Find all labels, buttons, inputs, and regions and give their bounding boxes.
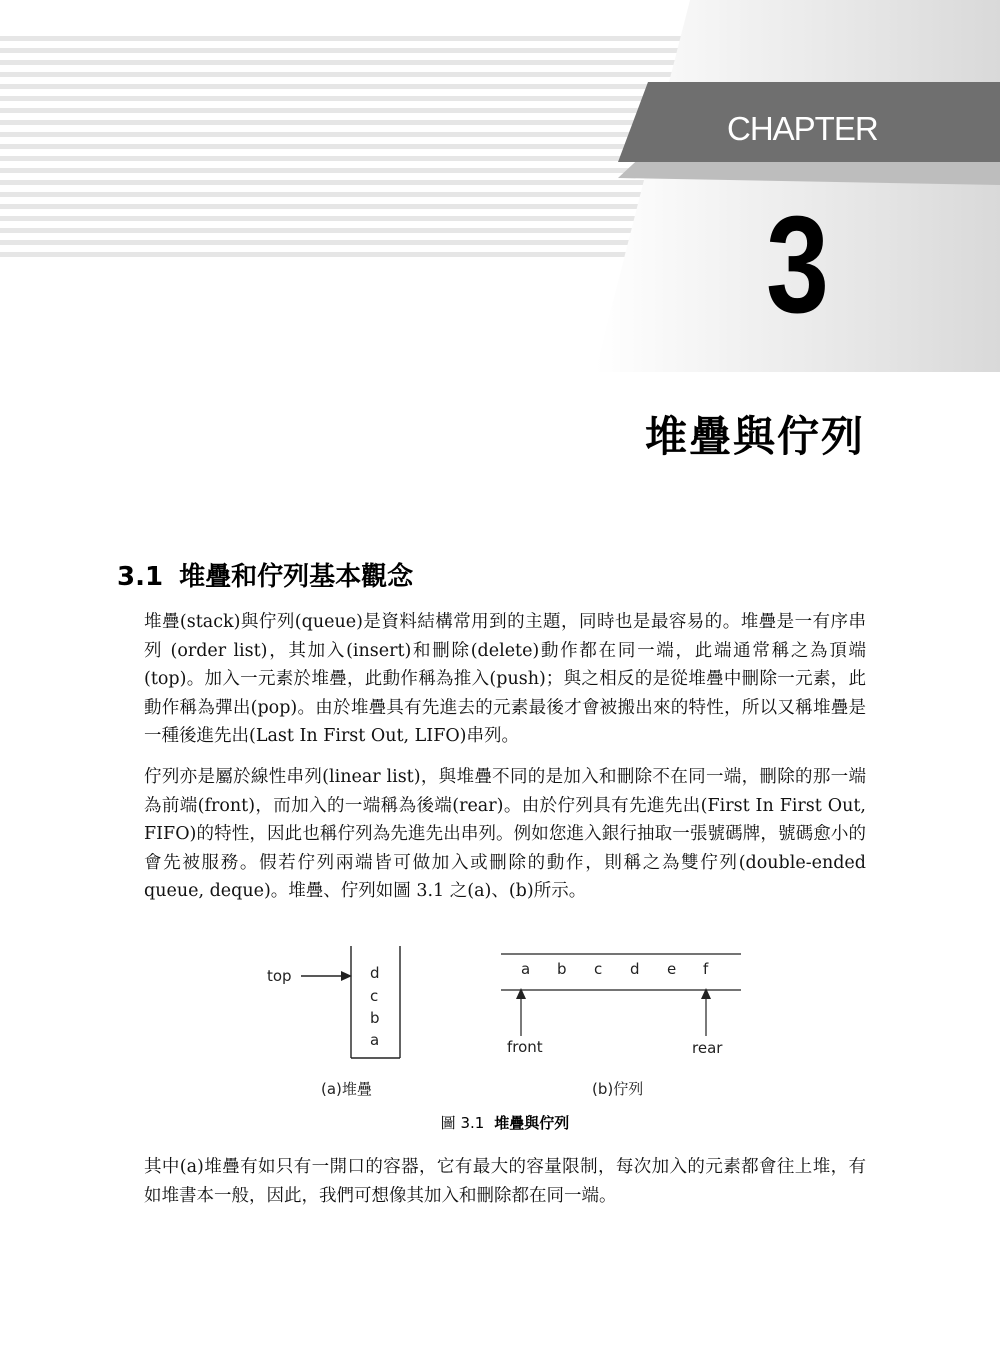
paragraph-stack-intro: 堆疊(stack)與佇列(queue)是資料結構常用到的主題，同時也是最容易的。堆疊是一有序串列 (order list)，其加入(insert)和刪除(delete)動作都在同一端，此端通常稱之為頂端 (top)。加入一元素於堆疊，此動作稱為推入(push)；與之相反的是從堆疊中刪除一元素，此動作稱為彈出(pop)。由於堆疊具有先進去的元素最後才會被搬出來的特性，所以又稱堆疊是一種後進先出(Last In First Out, LIFO)串列。 (144, 612, 866, 747)
figure-caption (0, 1112, 1000, 1133)
queue-item: d (630, 960, 640, 978)
stack-top-label: top (267, 967, 292, 985)
chapter-title: 堆疊與佇列 (644, 412, 865, 461)
queue-item: e (667, 960, 677, 978)
section-title: 堆疊和佇列基本觀念 (179, 562, 414, 592)
stripe-pattern (0, 36, 690, 257)
stack-item: c (370, 987, 379, 1005)
stack-item: a (370, 1031, 380, 1049)
queue-item: f (703, 960, 709, 978)
section-number: 3.1 (117, 562, 164, 592)
stack-subcaption: (a)堆疊 (321, 1080, 372, 1098)
figure-stack-queue (255, 940, 755, 1098)
paragraph-queue-intro: 佇列亦是屬於線性串列(linear list)，與堆疊不同的是加入和刪除不在同一端，刪除的那一端為前端(front)，而加入的一端稱為後端(rear)。由於佇列具有先進先出(First In First Out, FIFO)的特性，因此也稱佇列為先進先出串列。例如您進入銀行抽取一張號碼牌，號碼愈小的會先被服務。假若佇列兩端皆可做加入或刪除的動作，則稱之為雙佇列(double-ended queue, deque)。堆疊、佇列如圖 3.1 之(a)、(b)所示。 (144, 767, 866, 902)
queue-item: c (594, 960, 603, 978)
figure-caption-number: 圖 3.1 (440, 1114, 485, 1132)
queue-item: a (521, 960, 531, 978)
queue-item: b (557, 960, 567, 978)
figure-lines (255, 940, 755, 1090)
queue-front-label: front (507, 1038, 543, 1056)
chapter-label: CHAPTER (727, 110, 878, 147)
stack-item: b (370, 1009, 380, 1027)
section-heading (117, 556, 413, 593)
queue-rear-label: rear (692, 1039, 723, 1057)
paragraph-stack-container: 其中(a)堆疊有如只有一開口的容器，它有最大的容量限制，每次加入的元素都會往上堆，有如堆書本一般，因此，我們可想像其加入和刪除都在同一端。 (144, 1157, 866, 1206)
stack-item: d (370, 964, 380, 982)
figure-caption-title: 堆疊與佇列 (494, 1114, 570, 1132)
queue-subcaption: (b)佇列 (592, 1080, 644, 1098)
chapter-number: 3 (766, 188, 829, 342)
